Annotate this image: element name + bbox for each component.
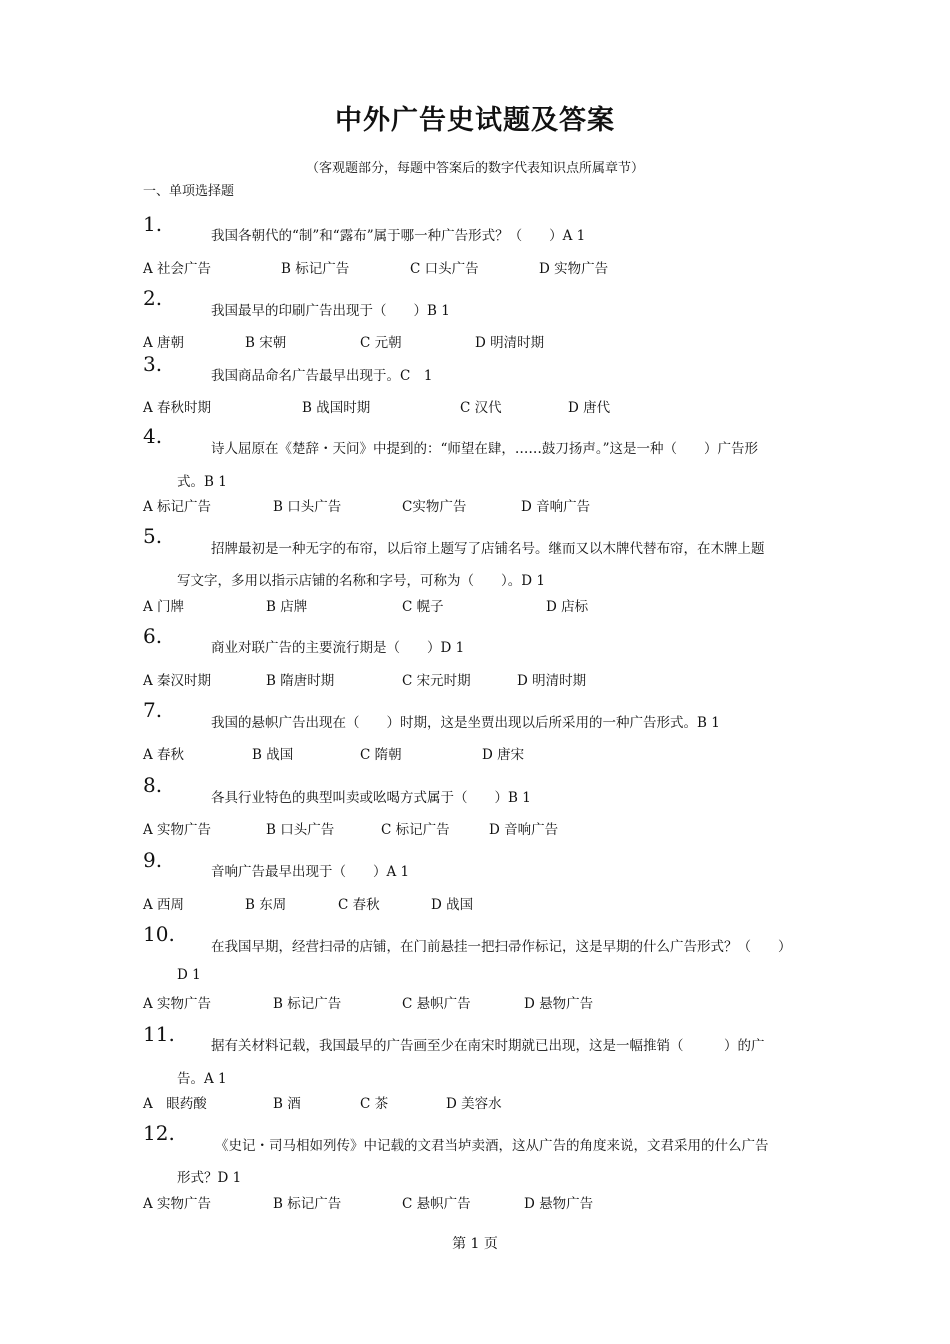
option-a: A 实物广告 — [143, 822, 212, 838]
question-text: 据有关材料记载，我国最早的广告画至少在南宋时期就已出现，这是一幅推销（ ）的广 — [211, 1038, 765, 1054]
option-c: C 茶 — [360, 1096, 389, 1112]
question-number: 3. — [143, 352, 163, 376]
option-b: B 东周 — [245, 897, 287, 913]
option-d: D 美容水 — [446, 1096, 502, 1112]
option-c: C 隋朝 — [360, 747, 402, 763]
option-d: D 明清时期 — [475, 335, 545, 351]
option-d: D 明清时期 — [517, 673, 587, 689]
option-c: C 幌子 — [402, 599, 444, 615]
question-text-continued: 形式？D 1 — [177, 1170, 242, 1186]
option-c: C 标记广告 — [381, 822, 450, 838]
question-number: 4. — [143, 424, 163, 448]
option-a: A 眼药酸 — [143, 1096, 207, 1112]
question-number: 6. — [143, 624, 163, 648]
option-b: B 口头广告 — [273, 499, 342, 515]
question-text: 招牌最初是一种无字的布帘，以后帘上题写了店铺名号。继而又以木牌代替布帘，在木牌上题 — [211, 541, 765, 557]
option-d: D 店标 — [546, 599, 589, 615]
question-text: 我国最早的印刷广告出现于（ ）B 1 — [211, 303, 450, 319]
option-d: D 悬物广告 — [524, 1196, 594, 1212]
option-d: D 唐代 — [568, 400, 611, 416]
option-b: B 战国时期 — [302, 400, 371, 416]
option-b: B 口头广告 — [266, 822, 335, 838]
option-a: A 实物广告 — [143, 996, 212, 1012]
option-a: A 社会广告 — [143, 261, 212, 277]
option-b: B 标记广告 — [281, 261, 350, 277]
question-text-continued: 告。A 1 — [177, 1071, 227, 1087]
option-b: B 宋朝 — [245, 335, 287, 351]
question-text: 音响广告最早出现于（ ）A 1 — [211, 864, 410, 880]
question-number: 7. — [143, 698, 163, 722]
question-number: 10. — [143, 922, 175, 946]
page-title: 中外广告史试题及答案 — [335, 105, 615, 136]
option-a: A 实物广告 — [143, 1196, 212, 1212]
question-text-continued: 写文字，多用以指示店铺的名称和字号，可称为（ ）。D 1 — [177, 573, 545, 589]
option-c: C 悬帜广告 — [402, 996, 471, 1012]
question-number: 8. — [143, 773, 163, 797]
option-d: D 悬物广告 — [524, 996, 594, 1012]
option-a: A 门牌 — [143, 599, 185, 615]
question-text: 商业对联广告的主要流行期是（ ）D 1 — [211, 640, 465, 656]
option-c: C 春秋 — [338, 897, 380, 913]
option-b: B 隋唐时期 — [266, 673, 335, 689]
page-footer: 第 1 页 — [452, 1236, 498, 1252]
option-a: A 春秋时期 — [143, 400, 212, 416]
option-c: C 宋元时期 — [402, 673, 471, 689]
question-text: 我国的悬帜广告出现在（ ）时期，这是坐贾出现以后所采用的一种广告形式。B 1 — [211, 715, 720, 731]
page-subtitle: （客观题部分，每题中答案后的数字代表知识点所属章节） — [305, 161, 644, 176]
question-text: 我国各朝代的“制”和“露布”属于哪一种广告形式？（ ）A 1 — [211, 228, 586, 244]
question-number: 11. — [143, 1022, 175, 1046]
question-number: 5. — [143, 524, 163, 548]
option-a: A 西周 — [143, 897, 185, 913]
question-text: 诗人屈原在《楚辞・天问》中提到的：“师望在肆，……鼓刀扬声。”这是一种（ ）广告形 — [211, 441, 759, 457]
option-b: B 标记广告 — [273, 996, 342, 1012]
question-text-continued: D 1 — [177, 967, 201, 983]
option-b: B 店牌 — [266, 599, 308, 615]
question-text: 我国商品命名广告最早出现于。C 1 — [211, 368, 433, 384]
question-text-continued: 式。B 1 — [177, 474, 227, 490]
option-d: D 音响广告 — [521, 499, 591, 515]
option-d: D 音响广告 — [489, 822, 559, 838]
option-c: C 口头广告 — [410, 261, 479, 277]
option-a: A 秦汉时期 — [143, 673, 212, 689]
question-number: 9. — [143, 848, 163, 872]
option-c: C 汉代 — [460, 400, 502, 416]
option-a: A 唐朝 — [143, 335, 185, 351]
option-b: B 酒 — [273, 1096, 301, 1112]
option-a: A 春秋 — [143, 747, 185, 763]
option-b: B 战国 — [252, 747, 294, 763]
option-d: D 实物广告 — [539, 261, 609, 277]
section-heading: 一、单项选择题 — [143, 184, 235, 199]
option-a: A 标记广告 — [143, 499, 212, 515]
option-c: C 悬帜广告 — [402, 1196, 471, 1212]
question-text: 《史记・司马相如列传》中记载的文君当垆卖酒，这从广告的角度来说，文君采用的什么广告 — [215, 1138, 769, 1154]
question-number: 12. — [143, 1121, 175, 1145]
option-c: C实物广告 — [402, 499, 467, 515]
option-b: B 标记广告 — [273, 1196, 342, 1212]
question-number: 2. — [143, 286, 163, 310]
question-text: 各具行业特色的典型叫卖或吆喝方式属于（ ）B 1 — [211, 790, 531, 806]
question-text: 在我国早期，经营扫帚的店铺，在门前悬挂一把扫帚作标记，这是早期的什么广告形式？（ ） — [211, 939, 792, 955]
option-d: D 战国 — [431, 897, 474, 913]
option-d: D 唐宋 — [482, 747, 525, 763]
question-number: 1. — [143, 212, 163, 236]
option-c: C 元朝 — [360, 335, 402, 351]
